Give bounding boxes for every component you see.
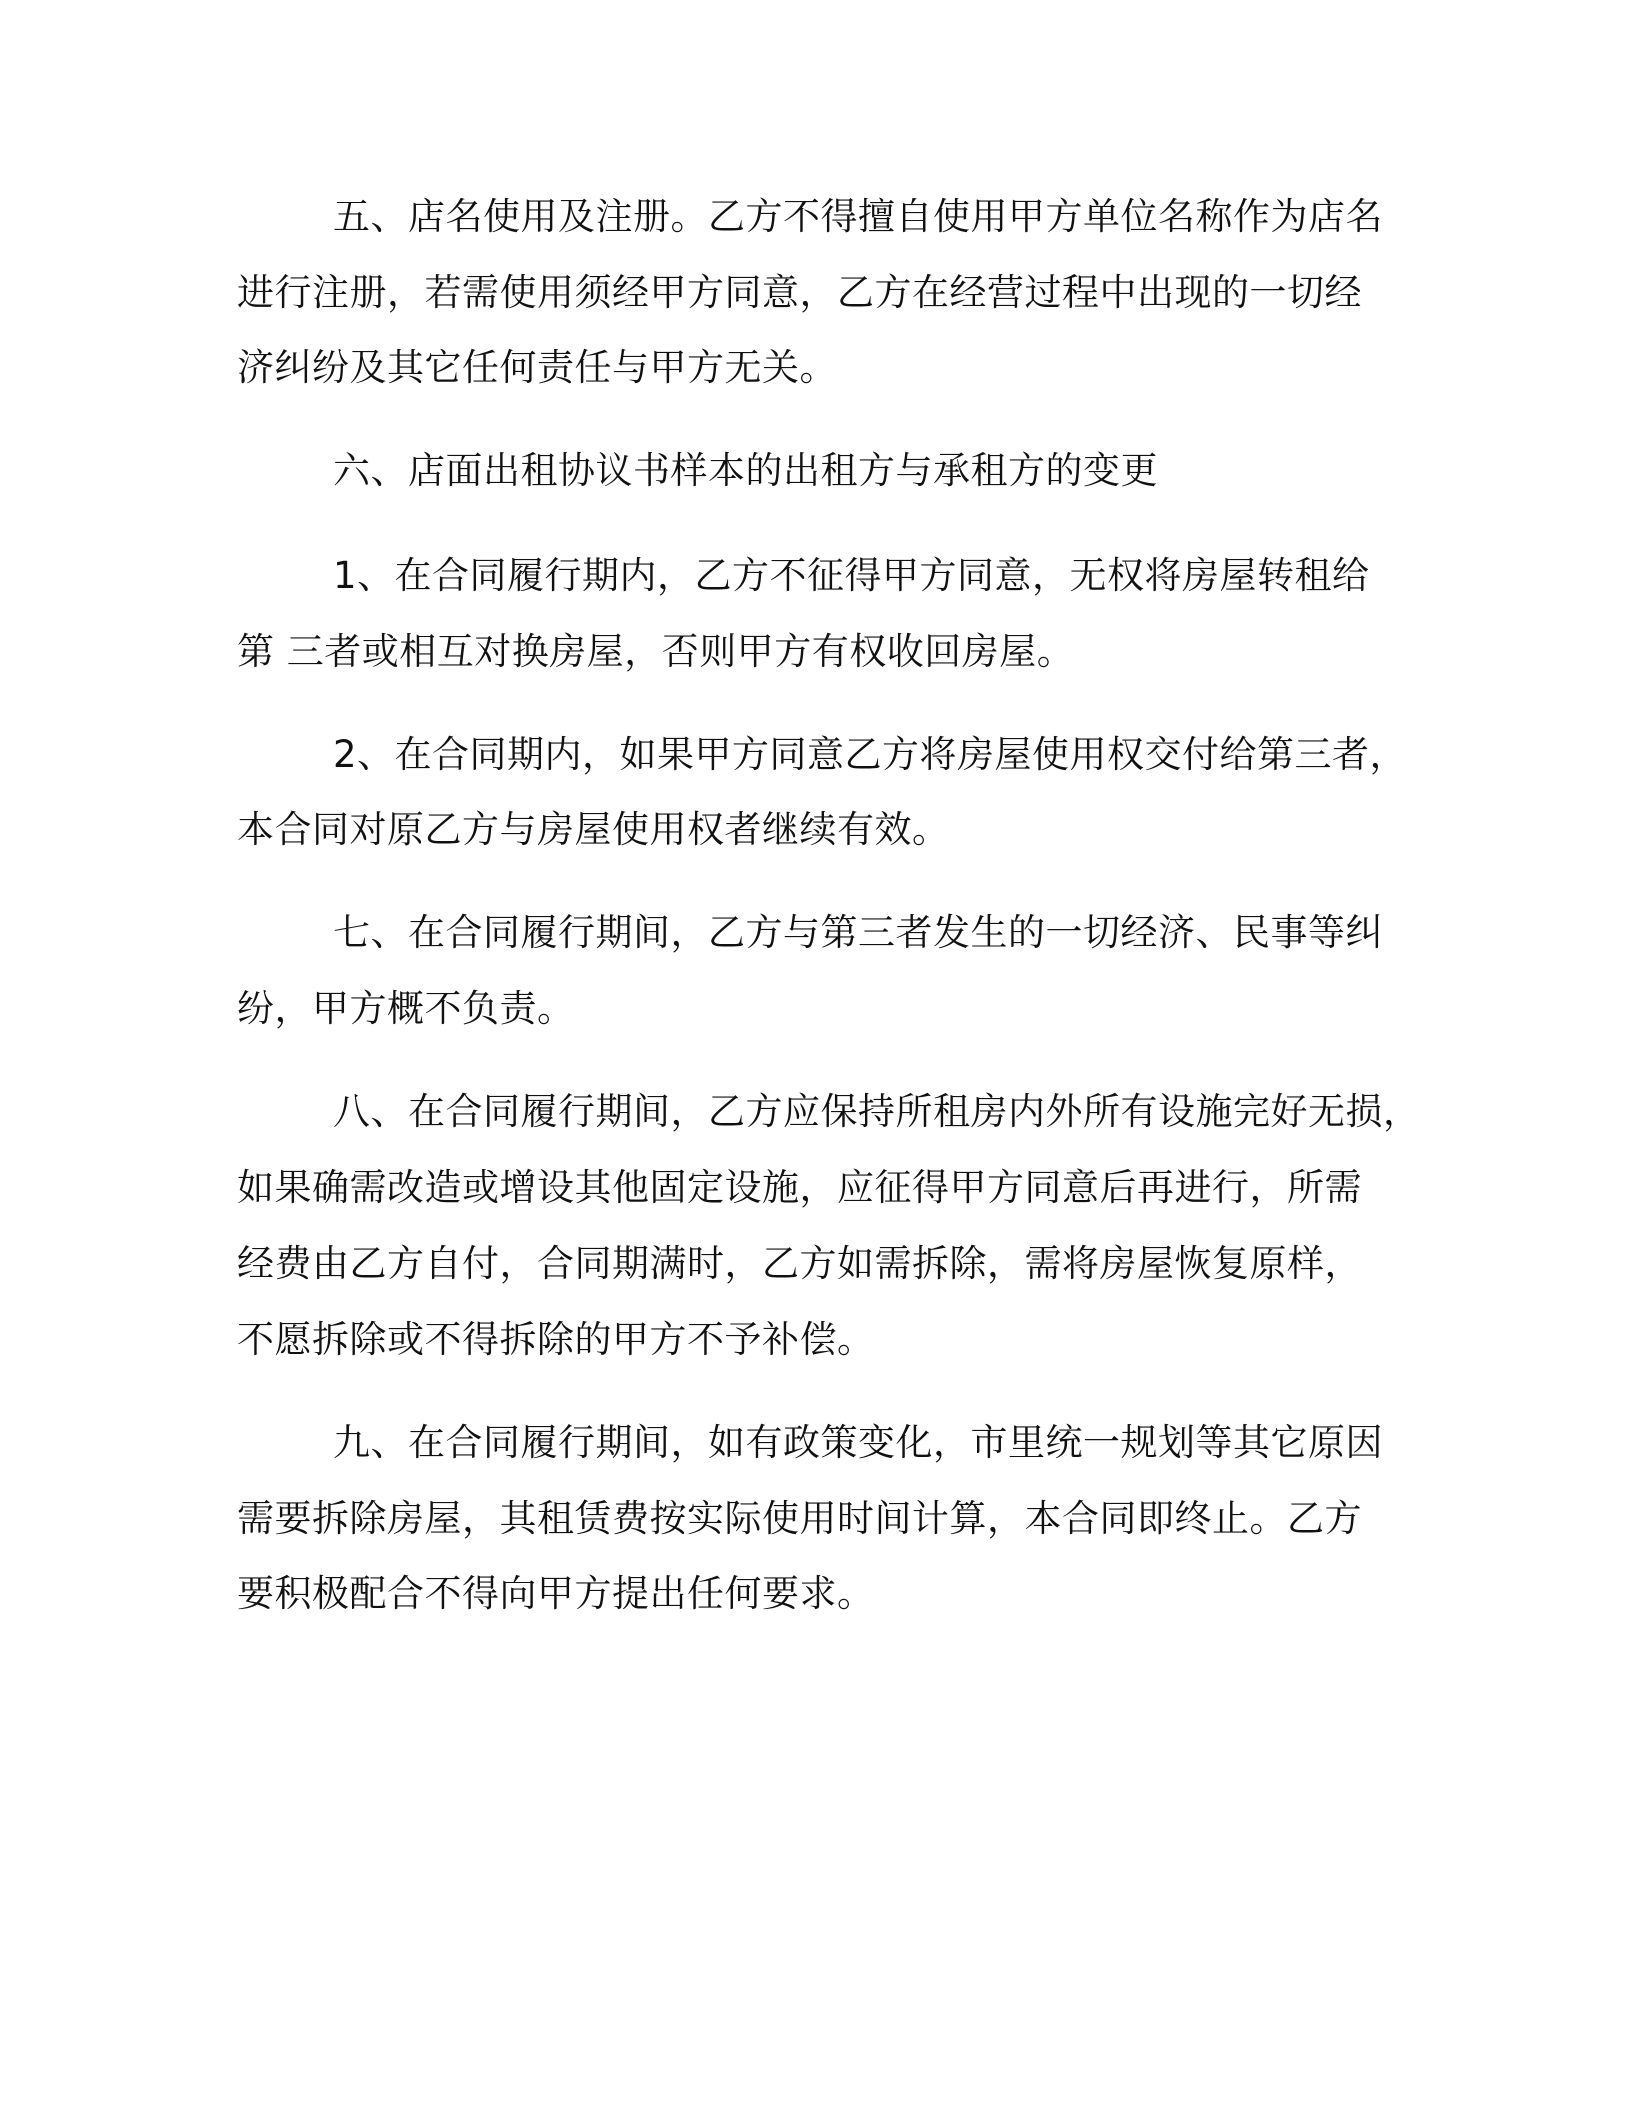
section5-line1: 五、店名使用及注册。乙方不得擅自使用甲方单位名称作为店名 <box>333 195 1383 238</box>
section8-line2: 如果确需改造或增设其他固定设施，应征得甲方同意后再进行，所需 <box>237 1166 1362 1209</box>
section8-line1: 八、在合同履行期间，乙方应保持所租房内外所有设施完好无损， <box>333 1090 1421 1133</box>
section5-line2: 进行注册，若需使用须经甲方同意，乙方在经营过程中出现的一切经 <box>237 271 1362 314</box>
section6-item1-line1: 1、在合同履行期内，乙方不征得甲方同意，无权将房屋转租给 <box>333 554 1370 597</box>
section6-item2-line2: 本合同对原乙方与房屋使用权者继续有效。 <box>237 808 950 851</box>
section8-line4: 不愿拆除或不得拆除的甲方不予补偿。 <box>237 1318 875 1361</box>
section5-line3: 济纠纷及其它任何责任与甲方无关。 <box>237 346 837 389</box>
section7-line1: 七、在合同履行期间，乙方与第三者发生的一切经济、民事等纠 <box>333 911 1383 954</box>
section9-line2: 需要拆除房屋，其租赁费按实际使用时间计算，本合同即终止。乙方 <box>237 1497 1362 1540</box>
section6-heading: 六、店面出租协议书样本的出租方与承租方的变更 <box>333 449 1158 492</box>
section8-line3: 经费由乙方自付，合同期满时，乙方如需拆除，需将房屋恢复原样， <box>237 1242 1362 1285</box>
section6-item2-line1: 2、在合同期内，如果甲方同意乙方将房屋使用权交付给第三者， <box>333 733 1408 776</box>
section7-line2: 纷，甲方概不负责。 <box>237 987 575 1030</box>
section9-line1: 九、在合同履行期间，如有政策变化，市里统一规划等其它原因 <box>333 1421 1383 1464</box>
section9-line3: 要积极配合不得向甲方提出任何要求。 <box>237 1572 875 1615</box>
section6-item1-line2: 第 三者或相互对换房屋，否则甲方有权收回房屋。 <box>237 630 1075 673</box>
